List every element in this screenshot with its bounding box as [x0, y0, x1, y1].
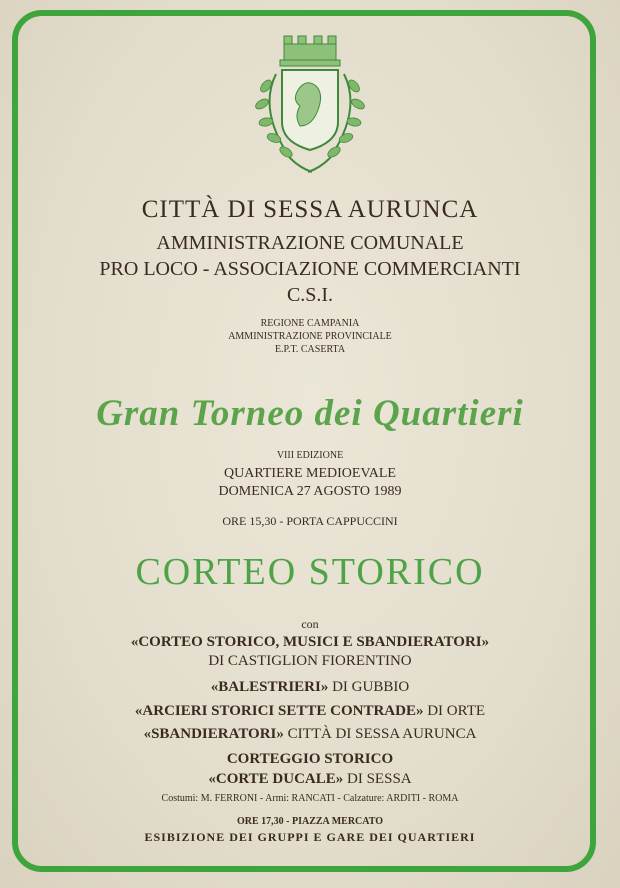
- corteo-headline: CORTEO STORICO: [135, 551, 485, 593]
- participant-name: «SBANDIERATORI»: [143, 726, 284, 742]
- participant-name: «BALESTRIERI»: [210, 679, 329, 695]
- municipal-crest-icon: [240, 30, 380, 180]
- edition-line: VIII EDIZIONE: [276, 450, 344, 461]
- participant-place: DI GUBBIO: [332, 679, 410, 695]
- date-line: DOMENICA 27 AGOSTO 1989: [218, 484, 402, 499]
- participant-name: CORTEGGIO STORICO: [226, 751, 394, 767]
- participant-name: «CORTEO STORICO, MUSICI E SBANDIERATORI»: [130, 634, 490, 650]
- sponsor-line: AMMINISTRAZIONE PROVINCIALE: [228, 331, 392, 342]
- participant-place: CITTÀ DI SESSA AURUNCA: [287, 726, 477, 742]
- participant-row: [0, 726, 620, 743]
- participant-row: [0, 679, 620, 696]
- city-title: CITTÀ DI SESSA AURUNCA: [141, 196, 479, 223]
- sponsor-line: REGIONE CAMPANIA: [260, 318, 360, 329]
- participant-place: DI ORTE: [427, 703, 486, 719]
- proloco-line: PRO LOCO - ASSOCIAZIONE COMMERCIANTI: [99, 258, 521, 280]
- afternoon-time-line: ORE 15,30 - PORTA CAPPUCCINI: [222, 514, 398, 528]
- participant-place: DI CASTIGLION FIORENTINO: [208, 653, 412, 669]
- participant-name: «CORTE DUCALE»: [208, 771, 344, 787]
- participant-place: DI SESSA: [347, 771, 412, 787]
- sponsor-line: E.P.T. CASERTA: [274, 344, 346, 355]
- credits-line: Costumi: M. FERRONI - Armi: RANCATI - Calzature: ARDITI - ROMA: [161, 793, 459, 804]
- evening-description: ESIBIZIONE DEI GRUPPI E GARE DEI QUARTIERI: [144, 830, 476, 844]
- admin-line: AMMINISTRAZIONE COMUNALE: [156, 232, 464, 254]
- con-word: con: [301, 617, 319, 631]
- participant-row: [0, 703, 620, 720]
- event-title: Gran Torneo dei Quartieri: [96, 393, 524, 434]
- evening-time-line: ORE 17,30 - PIAZZA MERCATO: [236, 816, 384, 827]
- participant-row: [0, 771, 620, 788]
- quarter-line: QUARTIERE MEDIOEVALE: [224, 466, 396, 481]
- participant-name: «ARCIERI STORICI SETTE CONTRADE»: [134, 703, 424, 719]
- csi-line: C.S.I.: [286, 284, 334, 306]
